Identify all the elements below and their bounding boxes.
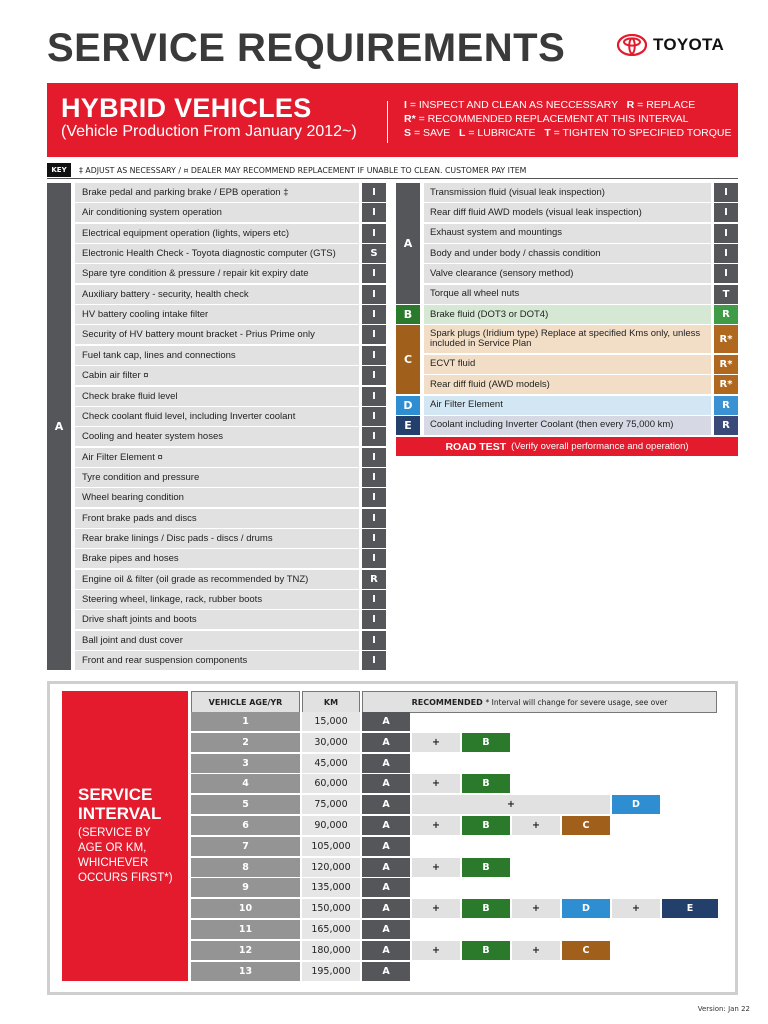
right-item: Exhaust system and mountings (424, 224, 711, 243)
interval-service-a: A (362, 962, 410, 981)
left-item: Ball joint and dust cover (75, 631, 359, 650)
interval-service-a: A (362, 816, 410, 835)
interval-plus: + (412, 899, 460, 918)
left-item-code: I (362, 285, 386, 304)
right-item: Air Filter Element (424, 396, 711, 415)
left-item-code: R (362, 570, 386, 589)
left-item-code: I (362, 183, 386, 202)
left-item: Auxiliary battery - security, health check (75, 285, 359, 304)
interval-plus: + (412, 774, 460, 793)
key-label: KEY (47, 163, 71, 177)
interval-km: 150,000 (302, 899, 360, 918)
left-item: Check coolant fluid level, including Inverter coolant (75, 407, 359, 426)
interval-service-b: B (462, 899, 510, 918)
interval-service-e: E (662, 899, 718, 918)
interval-km: 165,000 (302, 920, 360, 939)
left-item-code: I (362, 468, 386, 487)
left-item-code: I (362, 488, 386, 507)
interval-age: 3 (191, 754, 300, 773)
interval-plus: + (512, 941, 560, 960)
left-item-code: I (362, 264, 386, 283)
left-item: Electronic Health Check - Toyota diagnostic computer (GTS) (75, 244, 359, 263)
left-item-code: I (362, 224, 386, 243)
interval-service-a: A (362, 920, 410, 939)
left-item-code: I (362, 549, 386, 568)
interval-age: 4 (191, 774, 300, 793)
interval-km: 15,000 (302, 712, 360, 731)
left-item: Brake pedal and parking brake / EPB operation ‡ (75, 183, 359, 202)
interval-service-a: A (362, 754, 410, 773)
road-test-note: (Verify overall performance and operation) (511, 441, 689, 452)
interval-age: 7 (191, 837, 300, 856)
left-item: Drive shaft joints and boots (75, 610, 359, 629)
interval-km: 30,000 (302, 733, 360, 752)
right-item: Valve clearance (sensory method) (424, 264, 711, 283)
interval-service-a: A (362, 774, 410, 793)
left-item: HV battery cooling intake filter (75, 305, 359, 324)
interval-plus: + (512, 816, 560, 835)
col-header-recommended: RECOMMENDED * Interval will change for severe usage, see over (362, 691, 717, 713)
right-item: Spark plugs (Iridium type) Replace at specified Kms only, unless included in Service Plan (424, 325, 711, 353)
interval-age: 5 (191, 795, 300, 814)
right-group-label: E (396, 416, 420, 435)
divider (47, 178, 738, 179)
interval-age: 12 (191, 941, 300, 960)
left-item: Electrical equipment operation (lights, wipers etc) (75, 224, 359, 243)
left-item-code: I (362, 448, 386, 467)
interval-km: 105,000 (302, 837, 360, 856)
right-item: Rear diff fluid AWD models (visual leak inspection) (424, 203, 711, 222)
right-group-label: C (396, 325, 420, 394)
right-item-code: R* (714, 325, 738, 353)
interval-km: 120,000 (302, 858, 360, 877)
interval-plus: + (412, 795, 610, 814)
interval-age: 11 (191, 920, 300, 939)
service-interval-note: (SERVICE BY AGE OR KM, WHICHEVER OCCURS FIRST*) (78, 827, 173, 884)
left-item: Wheel bearing condition (75, 488, 359, 507)
toyota-emblem-icon (617, 34, 647, 56)
left-item: Rear brake linings / Disc pads - discs / drums (75, 529, 359, 548)
right-item: ECVT fluid (424, 355, 711, 374)
interval-km: 135,000 (302, 878, 360, 897)
left-item: Air Filter Element ¤ (75, 448, 359, 467)
left-item-code: I (362, 427, 386, 446)
interval-service-a: A (362, 733, 410, 752)
col-header-age: VEHICLE AGE/YR (191, 691, 300, 713)
right-group-label: A (396, 183, 420, 304)
interval-service-b: B (462, 858, 510, 877)
left-item: Front brake pads and discs (75, 509, 359, 528)
left-item-code: I (362, 651, 386, 670)
left-item: Steering wheel, linkage, rack, rubber boots (75, 590, 359, 609)
interval-km: 75,000 (302, 795, 360, 814)
interval-age: 10 (191, 899, 300, 918)
interval-service-d: D (612, 795, 660, 814)
left-item-code: I (362, 346, 386, 365)
interval-age: 9 (191, 878, 300, 897)
left-item-code: I (362, 366, 386, 385)
service-interval-panel (62, 691, 188, 981)
left-item: Cabin air filter ¤ (75, 366, 359, 385)
left-item-code: I (362, 407, 386, 426)
banner-subheading: (Vehicle Production From January 2012~) (61, 123, 357, 140)
interval-plus: + (412, 941, 460, 960)
road-test-label: ROAD TEST (445, 440, 507, 453)
left-item-code: I (362, 387, 386, 406)
interval-service-a: A (362, 941, 410, 960)
right-item-code: R* (714, 355, 738, 374)
right-item-code: I (714, 224, 738, 243)
banner-divider (387, 101, 388, 143)
right-item: Body and under body / chassis condition (424, 244, 711, 263)
right-item-code: I (714, 203, 738, 222)
right-item-code: I (714, 183, 738, 202)
left-item-code: I (362, 509, 386, 528)
right-item-code: T (714, 285, 738, 304)
service-interval-heading: SERVICE INTERVAL (78, 785, 162, 823)
interval-km: 195,000 (302, 962, 360, 981)
interval-service-a: A (362, 878, 410, 897)
version-label: Version: Jan 22 (697, 1005, 750, 1013)
interval-service-a: A (362, 837, 410, 856)
right-item-code: R* (714, 375, 738, 394)
interval-plus: + (512, 899, 560, 918)
vehicle-banner (47, 83, 738, 157)
interval-age: 6 (191, 816, 300, 835)
interval-service-b: B (462, 774, 510, 793)
interval-service-c: C (562, 941, 610, 960)
interval-plus: + (612, 899, 660, 918)
right-item-code: I (714, 264, 738, 283)
left-item-code: I (362, 203, 386, 222)
interval-age: 13 (191, 962, 300, 981)
left-item-code: I (362, 610, 386, 629)
left-item-code: I (362, 325, 386, 344)
interval-age: 2 (191, 733, 300, 752)
key-text: ‡ ADJUST AS NECESSARY / ¤ DEALER MAY RECOMMEND REPLACEMENT IF UNABLE TO CLEAN. CUSTOMER PAY ITEM (79, 165, 527, 175)
interval-service-a: A (362, 712, 410, 731)
interval-km: 180,000 (302, 941, 360, 960)
interval-service-a: A (362, 899, 410, 918)
col-header-km: KM (302, 691, 360, 713)
left-item-code: I (362, 590, 386, 609)
interval-plus: + (412, 816, 460, 835)
left-item-code: I (362, 305, 386, 324)
left-item: Fuel tank cap, lines and connections (75, 346, 359, 365)
right-group-label: D (396, 396, 420, 415)
interval-age: 8 (191, 858, 300, 877)
page-title: SERVICE REQUIREMENTS (47, 26, 566, 70)
left-item-code: I (362, 529, 386, 548)
toyota-logo (617, 34, 724, 56)
left-item-code: S (362, 244, 386, 263)
interval-km: 90,000 (302, 816, 360, 835)
interval-service-a: A (362, 795, 410, 814)
banner-heading: HYBRID VEHICLES (61, 93, 312, 123)
banner-legend: I = INSPECT AND CLEAN AS NECCESSARY R = REPLACE R* = RECOMMENDED REPLACEMENT AT THIS INTERVAL S = SAVE L = LUBRICATE T = TIGHTEN TO SPECIFIED TORQUE (404, 99, 732, 139)
right-item-code: R (714, 396, 738, 415)
interval-service-b: B (462, 816, 510, 835)
interval-service-b: B (462, 733, 510, 752)
right-group-label: B (396, 305, 420, 324)
left-item: Engine oil & filter (oil grade as recommended by TNZ) (75, 570, 359, 589)
interval-age: 1 (191, 712, 300, 731)
right-item: Torque all wheel nuts (424, 285, 711, 304)
left-item: Check brake fluid level (75, 387, 359, 406)
interval-service-b: B (462, 941, 510, 960)
left-item: Security of HV battery mount bracket - Prius Prime only (75, 325, 359, 344)
brand-name: TOYOTA (653, 35, 725, 54)
road-test-bar (396, 437, 738, 456)
interval-km: 45,000 (302, 754, 360, 773)
right-item: Coolant including Inverter Coolant (then every 75,000 km) (424, 416, 711, 435)
left-item: Cooling and heater system hoses (75, 427, 359, 446)
interval-service-d: D (562, 899, 610, 918)
right-item: Brake fluid (DOT3 or DOT4) (424, 305, 711, 324)
left-item: Front and rear suspension components (75, 651, 359, 670)
right-item: Rear diff fluid (AWD models) (424, 375, 711, 394)
right-item-code: I (714, 244, 738, 263)
key-row (47, 162, 738, 178)
left-group-a: A (47, 183, 71, 670)
left-item-code: I (362, 631, 386, 650)
interval-service-a: A (362, 858, 410, 877)
right-item-code: R (714, 416, 738, 435)
right-item-code: R (714, 305, 738, 324)
right-item: Transmission fluid (visual leak inspection) (424, 183, 711, 202)
interval-service-c: C (562, 816, 610, 835)
left-item: Brake pipes and hoses (75, 549, 359, 568)
left-item: Tyre condition and pressure (75, 468, 359, 487)
left-item: Spare tyre condition & pressure / repair kit expiry date (75, 264, 359, 283)
interval-plus: + (412, 858, 460, 877)
left-item: Air conditioning system operation (75, 203, 359, 222)
interval-plus: + (412, 733, 460, 752)
interval-km: 60,000 (302, 774, 360, 793)
